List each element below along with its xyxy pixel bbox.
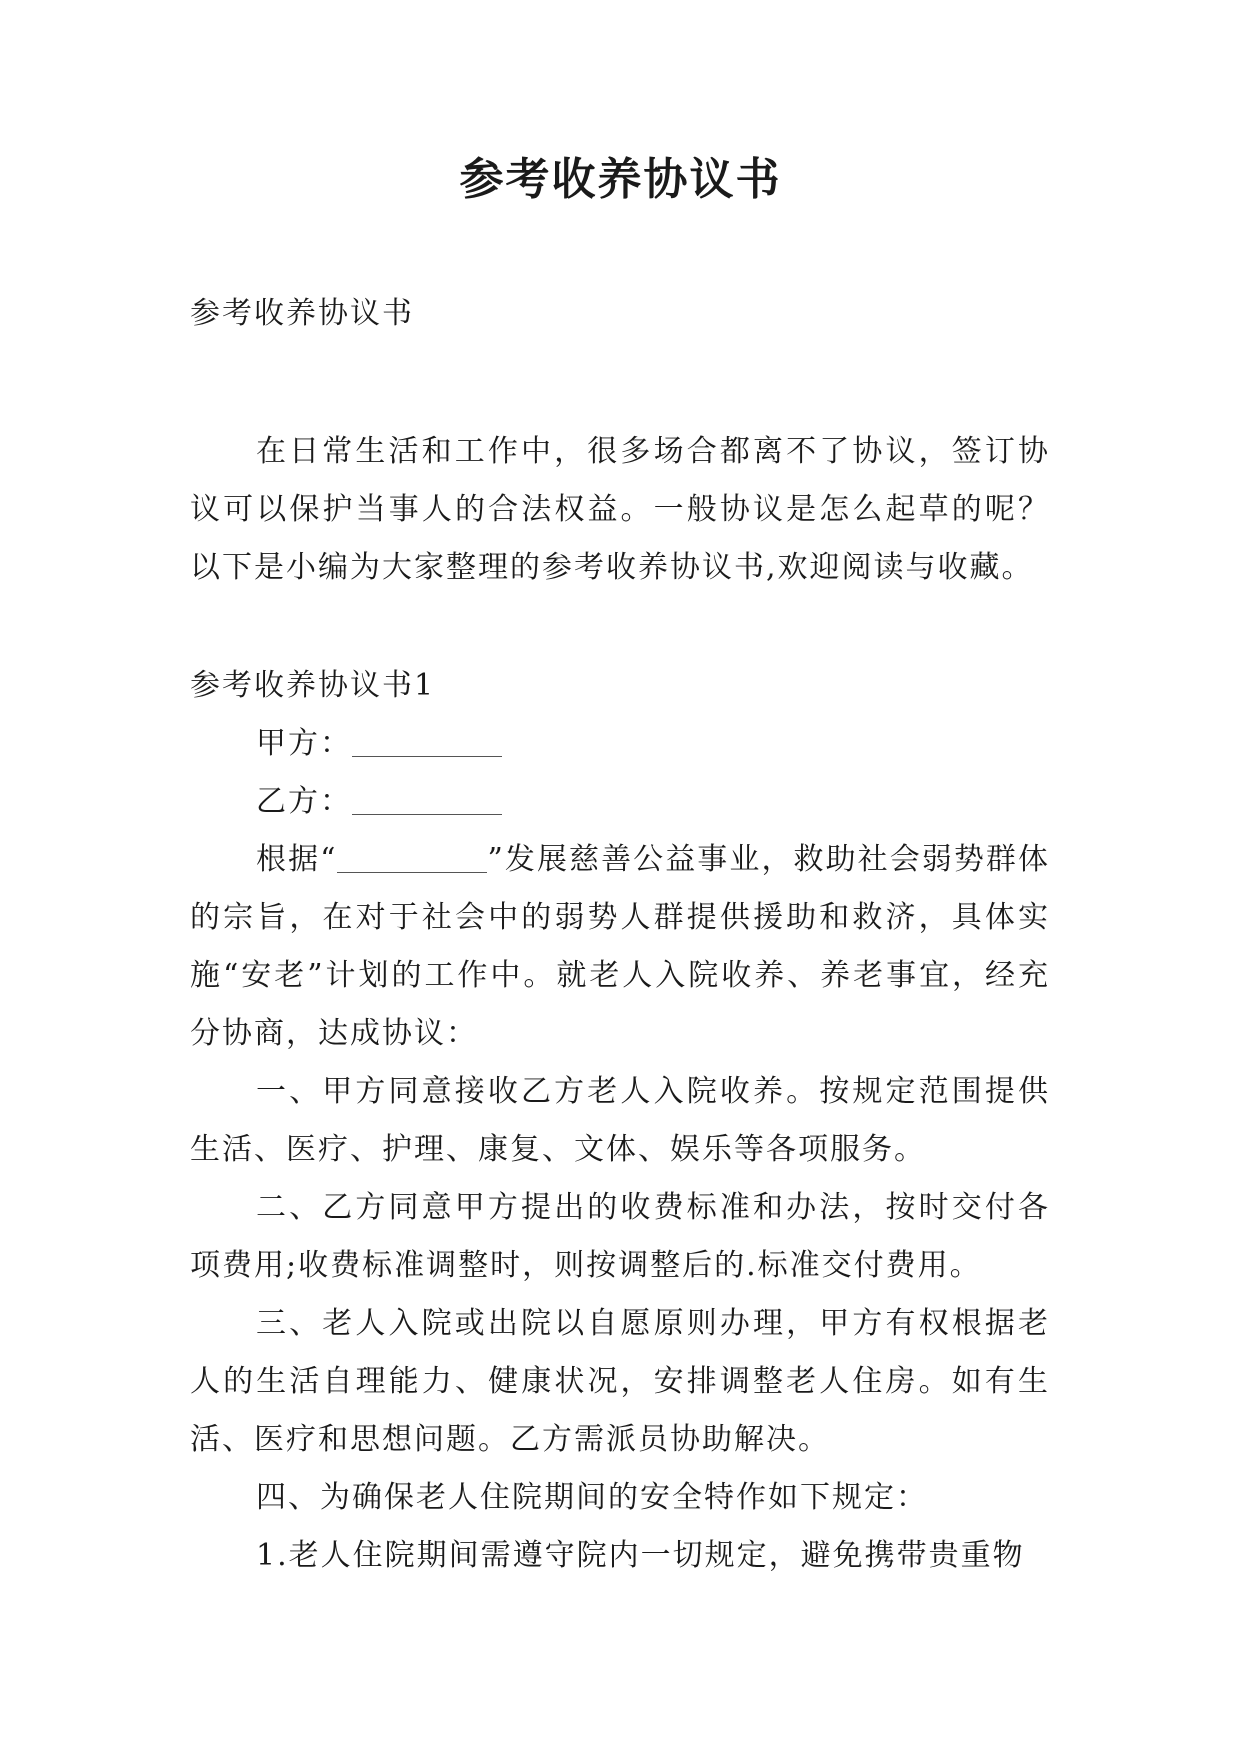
party-a-line bbox=[190, 715, 1050, 773]
clause-1: 一、甲方同意接收乙方老人入院收养。按规定范围提供生活、医疗、护理、康复、文体、娱乐等各项服务。 bbox=[190, 1074, 1050, 1167]
basis-prefix: 根据“ bbox=[256, 842, 338, 877]
spacer bbox=[190, 343, 1050, 423]
document-title: 参考收养协议书 bbox=[459, 154, 782, 205]
party-a-label: 甲方： bbox=[256, 726, 352, 761]
clause-2: 二、乙方同意甲方提出的收费标准和办法，按时交付各项费用;收费标准调整时，则按调整后的.标准交付费用。 bbox=[190, 1190, 1050, 1283]
party-b-line bbox=[190, 773, 1050, 831]
document-body bbox=[190, 285, 1050, 1585]
spacer bbox=[190, 597, 1050, 657]
basis-rest: ”发展慈善公益事业，救助社会弱势群体的宗旨，在对于社会中的弱势人群提供援助和救济，具体实施“安老”计划的工作中。就老人入院收养、养老事宜，经充分协商，达成协议： bbox=[190, 842, 1050, 1051]
clause-4-1: 1.老人住院期间需遵守院内一切规定，避免携带贵重物 bbox=[256, 1538, 1025, 1573]
document-heading: 参考收养协议书 bbox=[190, 296, 414, 331]
clause-4: 四、为确保老人住院期间的安全特作如下规定： bbox=[256, 1480, 928, 1515]
basis-paragraph bbox=[190, 831, 1050, 1063]
organization-blank bbox=[337, 842, 487, 873]
party-a-blank bbox=[352, 726, 502, 757]
section-heading: 参考收养协议书1 bbox=[190, 668, 436, 703]
clause-3: 三、老人入院或出院以自愿原则办理，甲方有权根据老人的生活自理能力、健康状况，安排调整老人住房。如有生活、医疗和思想问题。乙方需派员协助解决。 bbox=[190, 1306, 1050, 1457]
party-b-blank bbox=[352, 784, 502, 815]
intro-paragraph: 在日常生活和工作中，很多场合都离不了协议，签订协议可以保护当事人的合法权益。一般协议是怎么起草的呢？以下是小编为大家整理的参考收养协议书,欢迎阅读与收藏。 bbox=[190, 434, 1050, 585]
party-b-label: 乙方： bbox=[256, 784, 352, 819]
